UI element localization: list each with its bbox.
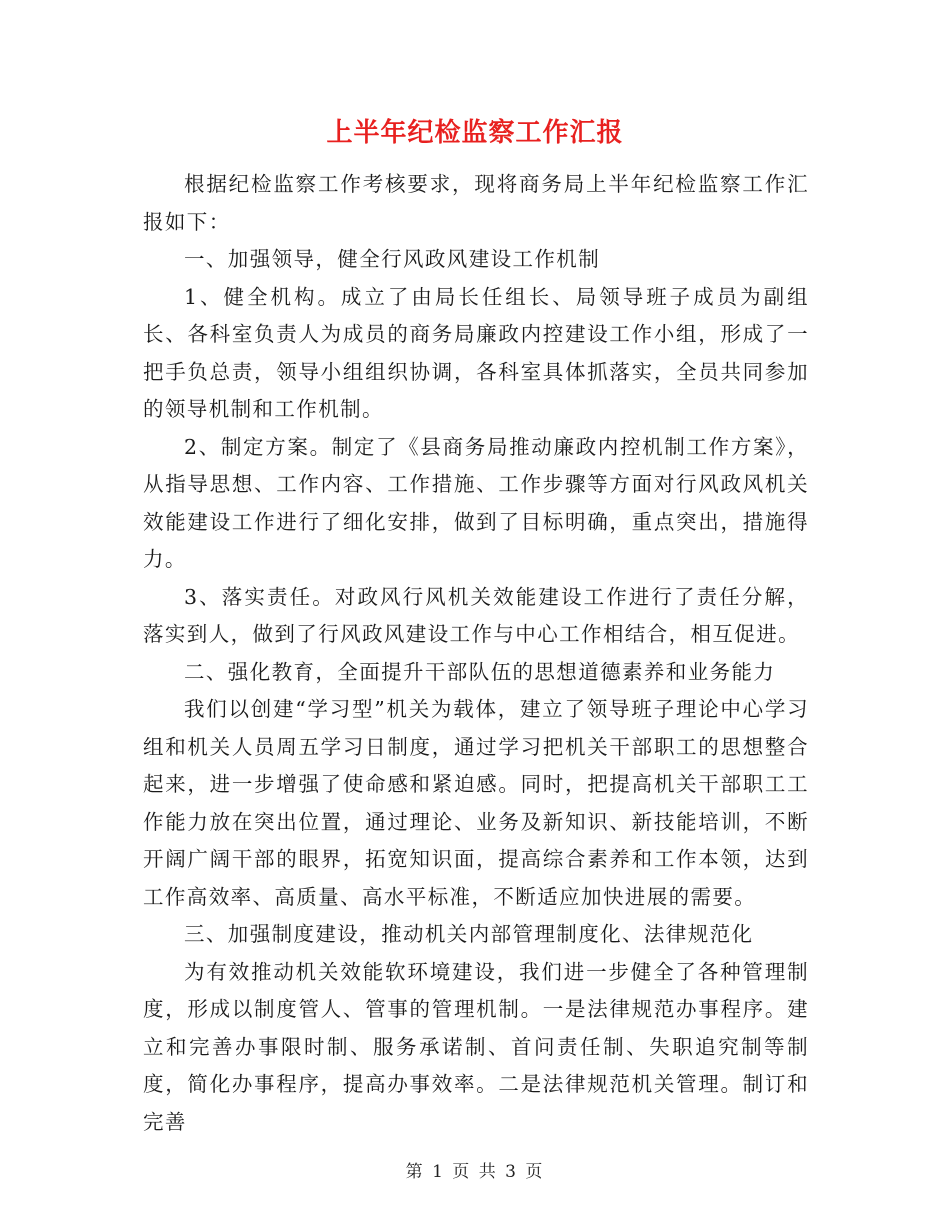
paragraph-1-1: 1、健全机构。成立了由局长任组长、局领导班子成员为副组长、各科室负责人为成员的商务局廉政内控建设工作小组，形成了一把手负总责，领导小组组织协调，各科室具体抓落实，全员共同参加的领导机制和工作机制。 xyxy=(143,284,809,421)
intro-paragraph: 根据纪检监察工作考核要求，现将商务局上半年纪检监察工作汇报如下： xyxy=(143,172,809,234)
section-heading-1: 一、加强领导，健全行风政风建设工作机制 xyxy=(184,247,601,271)
paragraph-3: 为有效推动机关效能软环境建设，我们进一步健全了各种管理制度，形成以制度管人、管事的管理机制。一是法律规范办事程序。建立和完善办事限时制、服务承诺制、首问责任制、失职追究制等制度，简化办事程序，提高办事效率。二是法律规范机关管理。制订和完善 xyxy=(143,959,809,1134)
paragraph-1-3: 3、落实责任。对政风行风机关效能建设工作进行了责任分解，落实到人，做到了行风政风建设工作与中心工作相结合，相互促进。 xyxy=(143,584,809,646)
section-heading-3: 三、加强制度建设，推动机关内部管理制度化、法律规范化 xyxy=(184,922,754,946)
document-body xyxy=(143,166,809,1141)
paragraph-1-2: 2、制定方案。制定了《县商务局推动廉政内控机制工作方案》，从指导思想、工作内容、工作措施、工作步骤等方面对行风政风机关效能建设工作进行了细化安排，做到了目标明确，重点突出，措施得力。 xyxy=(143,434,809,571)
paragraph-2: 我们以创建“学习型”机关为载体，建立了领导班子理论中心学习组和机关人员周五学习日制度，通过学习把机关干部职工的思想整合起来，进一步增强了使命感和紧迫感。同时，把提高机关干部职工工作能力放在突出位置，通过理论、业务及新知识、新技能培训，不断开阔广阔干部的眼界，拓宽知识面，提高综合素养和工作本领，达到工作高效率、高质量、高水平标准，不断适应加快进展的需要。 xyxy=(143,697,809,909)
section-heading-2: 二、强化教育，全面提升干部队伍的思想道德素养和业务能力 xyxy=(184,659,776,684)
page-number-footer: 第 1 页 共 3 页 xyxy=(405,1162,545,1182)
document-title: 上半年纪检监察工作汇报 xyxy=(326,118,624,148)
